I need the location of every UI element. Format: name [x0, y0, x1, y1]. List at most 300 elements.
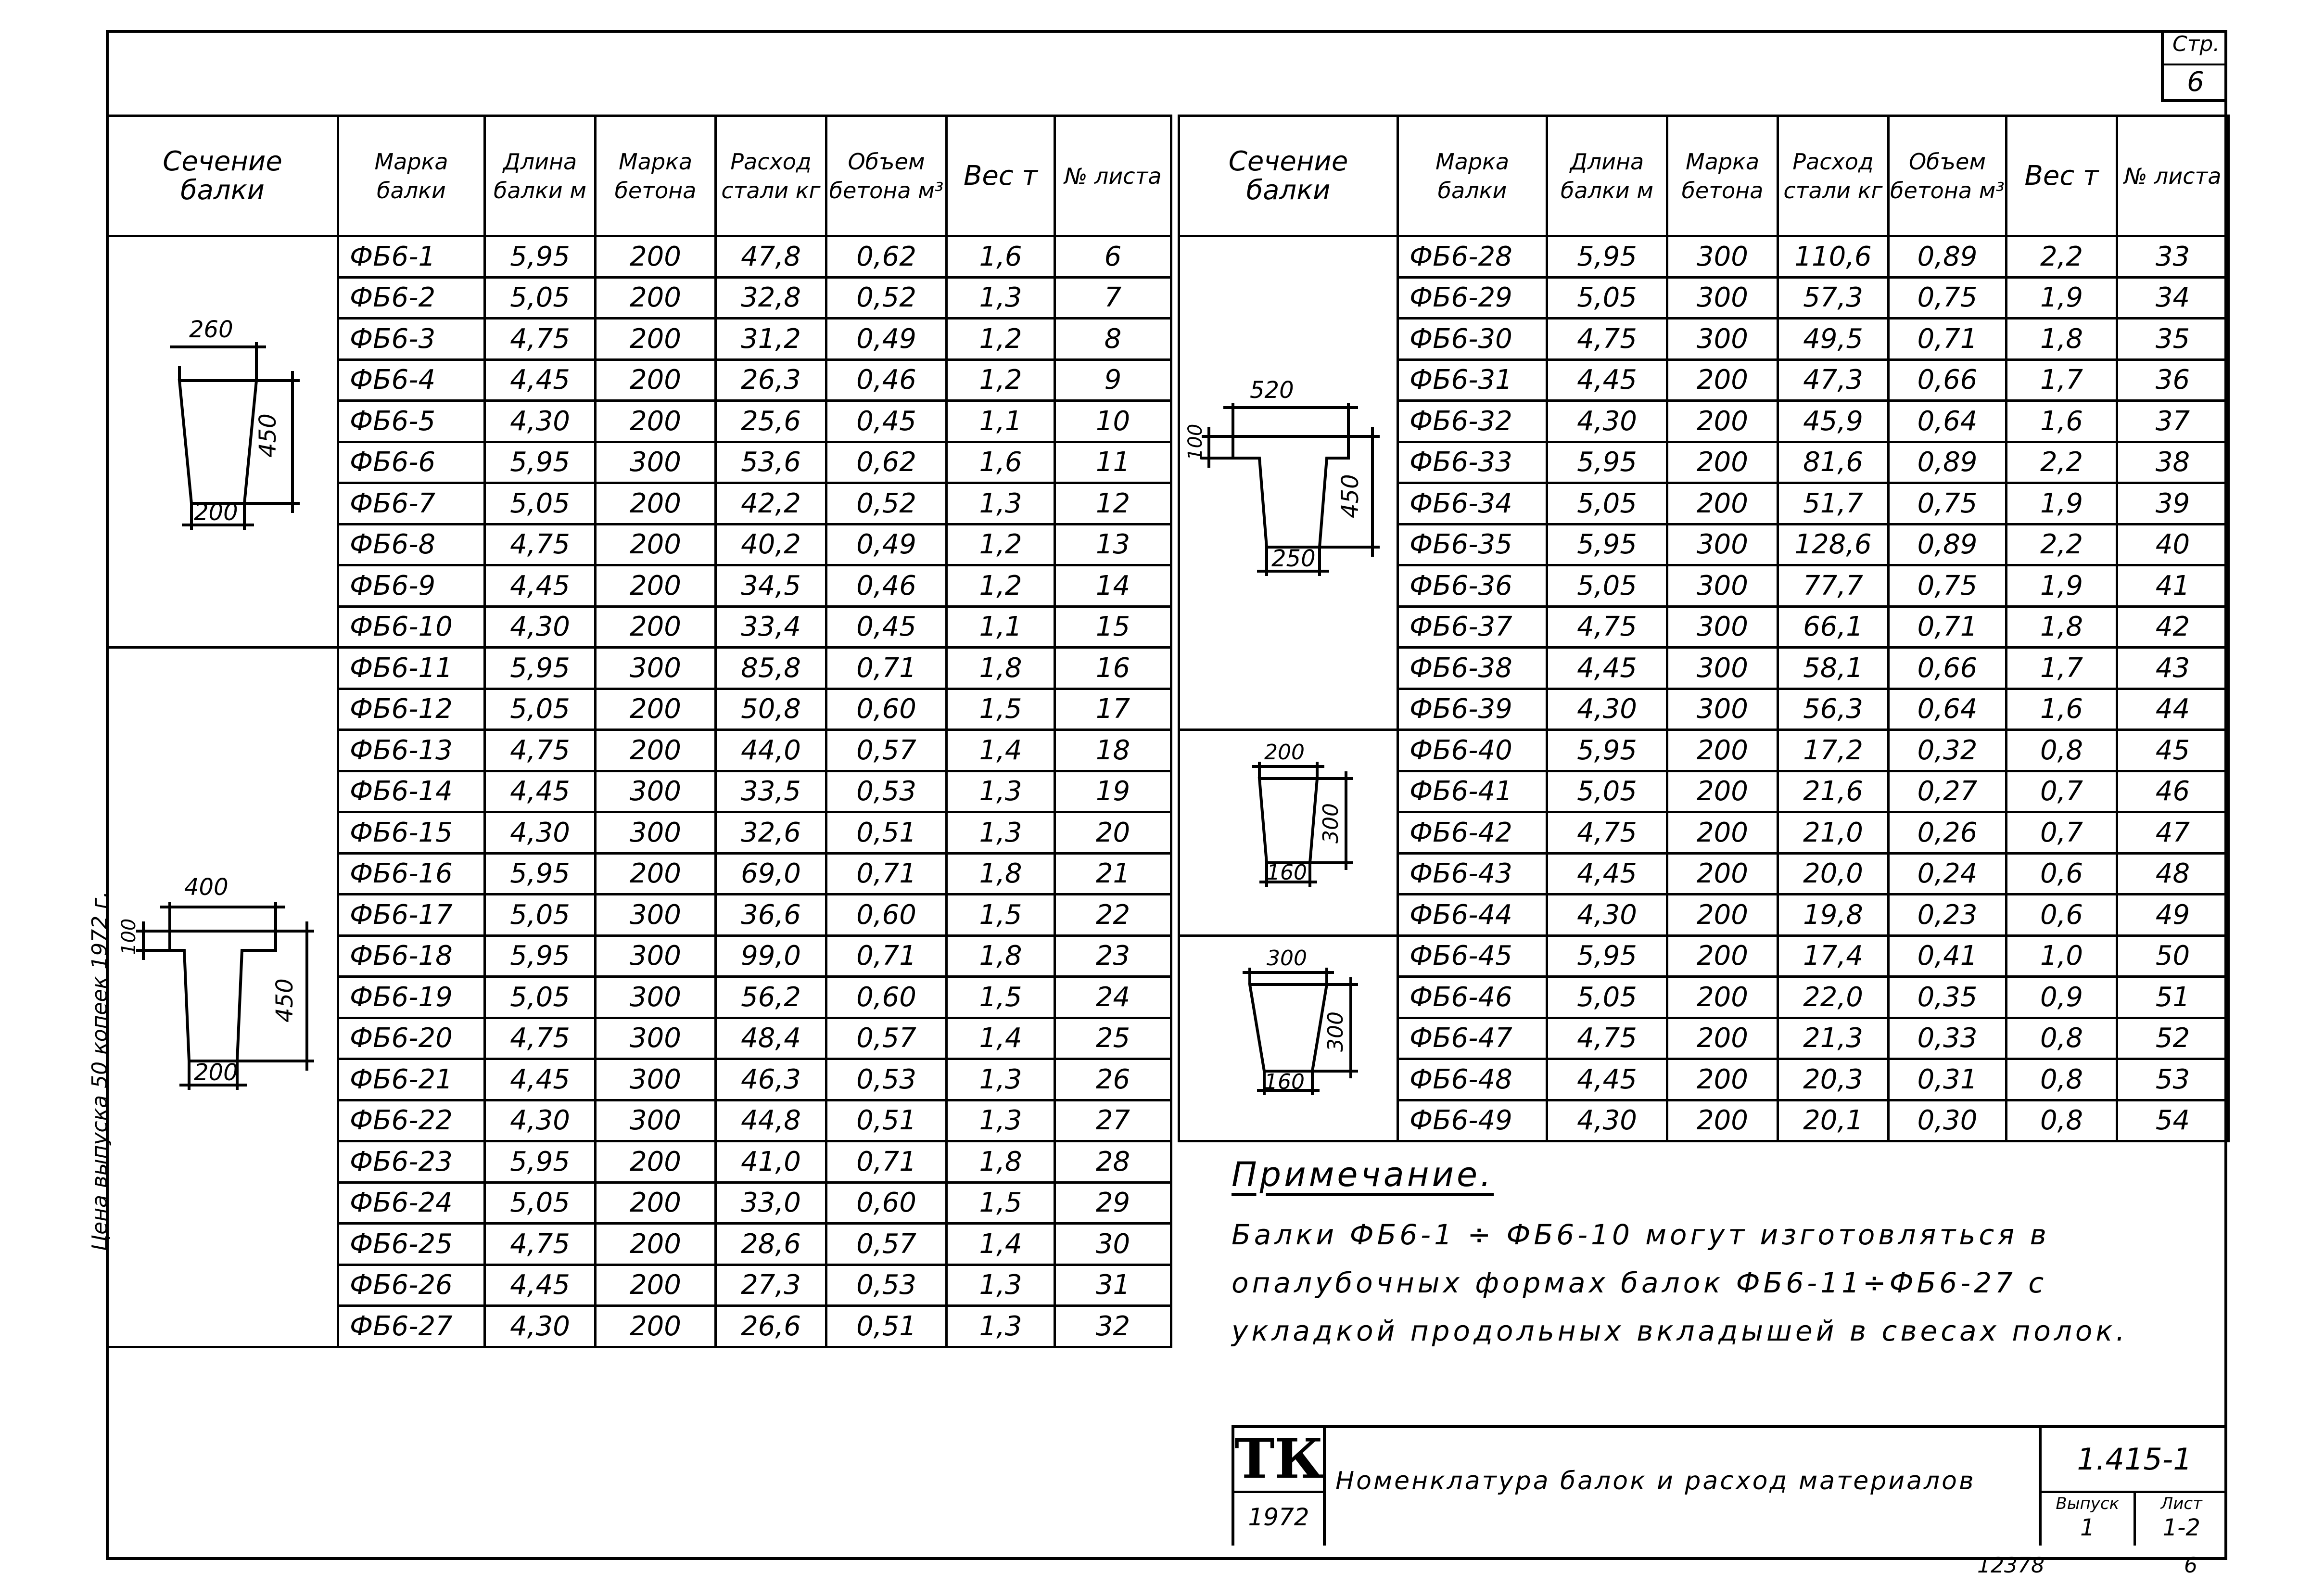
col-header-concrete-volume: Объем бетона м³	[826, 116, 947, 236]
concrete-grade: 300	[596, 935, 716, 977]
steel-consumption: 32,6	[716, 812, 826, 854]
note-block	[1232, 1155, 2222, 1355]
section-drawing-cell	[1179, 236, 1398, 730]
concrete-volume: 0,60	[826, 895, 947, 936]
concrete-volume: 0,71	[1889, 606, 2007, 648]
concrete-volume: 0,49	[826, 319, 947, 360]
steel-consumption: 34,5	[716, 565, 826, 607]
concrete-grade: 300	[596, 1018, 716, 1059]
beam-weight: 1,9	[2007, 565, 2117, 607]
concrete-volume: 0,60	[826, 1182, 947, 1224]
dim-flange: 100	[117, 918, 140, 956]
sheet-number: 40	[2117, 524, 2229, 565]
concrete-volume: 0,52	[826, 277, 947, 319]
section-trapezoid-300	[1209, 948, 1368, 1122]
beam-mark: ФБ6-15	[338, 812, 485, 854]
section-trapezoid-260	[117, 313, 329, 563]
note-title: Примечание.	[1232, 1155, 1494, 1194]
beam-length: 5,05	[1547, 483, 1667, 524]
beam-weight: 0,9	[2007, 977, 2117, 1018]
sheet-number: 49	[2117, 895, 2229, 936]
concrete-volume: 0,51	[826, 1306, 947, 1347]
beam-weight: 0,8	[2007, 730, 2117, 771]
sheet-number: 42	[2117, 606, 2229, 648]
col-header-steel: Расход стали кг	[1778, 116, 1889, 236]
beam-length: 4,30	[485, 812, 596, 854]
concrete-grade: 200	[596, 359, 716, 401]
beam-mark: ФБ6-30	[1398, 319, 1547, 360]
concrete-volume: 0,66	[1889, 648, 2007, 689]
concrete-volume: 0,53	[826, 1059, 947, 1100]
sheet-number: 33	[2117, 236, 2229, 278]
beam-mark: ФБ6-45	[1398, 935, 1547, 977]
dim-height: 300	[1319, 803, 1343, 844]
concrete-grade: 200	[1667, 895, 1778, 936]
beam-mark: ФБ6-22	[338, 1100, 485, 1141]
concrete-grade: 200	[1667, 853, 1778, 895]
steel-consumption: 17,2	[1778, 730, 1889, 771]
concrete-volume: 0,75	[1889, 277, 2007, 319]
section-t-400	[117, 849, 329, 1138]
concrete-volume: 0,71	[1889, 319, 2007, 360]
section-drawing-cell	[1179, 730, 1398, 936]
concrete-grade: 200	[596, 401, 716, 442]
steel-consumption: 21,0	[1778, 812, 1889, 854]
beam-length: 4,30	[1547, 1100, 1667, 1141]
table-row	[107, 648, 1171, 689]
steel-consumption: 66,1	[1778, 606, 1889, 648]
concrete-volume: 0,35	[1889, 977, 2007, 1018]
beam-mark: ФБ6-21	[338, 1059, 485, 1100]
dim-bottom: 160	[1264, 1069, 1305, 1094]
col-header-steel: Расход стали кг	[716, 116, 826, 236]
concrete-volume: 0,23	[1889, 895, 2007, 936]
title-block-code: 1.415-1	[2042, 1428, 2227, 1493]
beam-mark: ФБ6-38	[1398, 648, 1547, 689]
concrete-volume: 0,75	[1889, 483, 2007, 524]
concrete-grade: 300	[596, 771, 716, 812]
concrete-grade: 200	[596, 1224, 716, 1265]
issue-number: 1	[2080, 1514, 2095, 1541]
steel-consumption: 41,0	[716, 1141, 826, 1183]
concrete-volume: 0,89	[1889, 524, 2007, 565]
beam-mark: ФБ6-14	[338, 771, 485, 812]
concrete-grade: 200	[1667, 1018, 1778, 1059]
concrete-volume: 0,64	[1889, 401, 2007, 442]
steel-consumption: 26,6	[716, 1306, 826, 1347]
concrete-volume: 0,60	[826, 689, 947, 730]
beam-weight: 1,0	[2007, 935, 2117, 977]
beam-weight: 1,3	[947, 1059, 1055, 1100]
steel-consumption: 110,6	[1778, 236, 1889, 278]
concrete-grade: 200	[1667, 401, 1778, 442]
beam-length: 4,75	[1547, 606, 1667, 648]
beam-weight: 1,2	[947, 319, 1055, 360]
steel-consumption: 57,3	[1778, 277, 1889, 319]
beam-length: 5,05	[1547, 977, 1667, 1018]
concrete-grade: 200	[596, 1306, 716, 1347]
sheet-number: 36	[2117, 359, 2229, 401]
concrete-volume: 0,64	[1889, 689, 2007, 730]
beam-weight: 0,6	[2007, 853, 2117, 895]
concrete-grade: 200	[596, 483, 716, 524]
beam-weight: 1,8	[947, 935, 1055, 977]
sheet-number: 44	[2117, 689, 2229, 730]
sheet-number: 50	[2117, 935, 2229, 977]
beam-mark: ФБ6-13	[338, 730, 485, 771]
beam-length: 4,75	[485, 1224, 596, 1265]
steel-consumption: 17,4	[1778, 935, 1889, 977]
concrete-volume: 0,71	[826, 935, 947, 977]
section-outline	[170, 931, 276, 1061]
beam-weight: 1,5	[947, 1182, 1055, 1224]
beam-length: 5,95	[485, 853, 596, 895]
beam-mark: ФБ6-12	[338, 689, 485, 730]
sheet-number: 52	[2117, 1018, 2229, 1059]
concrete-grade: 300	[596, 442, 716, 483]
steel-consumption: 28,6	[716, 1224, 826, 1265]
steel-consumption: 53,6	[716, 442, 826, 483]
beam-length: 5,95	[1547, 935, 1667, 977]
concrete-grade: 300	[1667, 236, 1778, 278]
beam-mark: ФБ6-28	[1398, 236, 1547, 278]
beam-weight: 0,8	[2007, 1059, 2117, 1100]
beam-weight: 2,2	[2007, 524, 2117, 565]
dim-height: 450	[271, 978, 298, 1023]
concrete-grade: 300	[1667, 606, 1778, 648]
sheet-number: 20	[1055, 812, 1171, 854]
col-header-mark: Марка балки	[338, 116, 485, 236]
concrete-volume: 0,71	[826, 853, 947, 895]
beam-length: 5,05	[485, 277, 596, 319]
concrete-volume: 0,45	[826, 401, 947, 442]
concrete-volume: 0,26	[1889, 812, 2007, 854]
concrete-grade: 200	[1667, 771, 1778, 812]
dim-bottom: 200	[193, 499, 238, 526]
concrete-volume: 0,52	[826, 483, 947, 524]
steel-consumption: 81,6	[1778, 442, 1889, 483]
steel-consumption: 69,0	[716, 853, 826, 895]
beam-mark: ФБ6-37	[1398, 606, 1547, 648]
beam-mark: ФБ6-34	[1398, 483, 1547, 524]
concrete-volume: 0,46	[826, 565, 947, 607]
section-outline	[1233, 436, 1348, 547]
steel-consumption: 27,3	[716, 1265, 826, 1306]
beam-length: 4,45	[485, 1265, 596, 1306]
concrete-grade: 200	[1667, 483, 1778, 524]
concrete-volume: 0,53	[826, 771, 947, 812]
beam-weight: 1,4	[947, 1018, 1055, 1059]
concrete-grade: 300	[1667, 524, 1778, 565]
beam-length: 4,30	[485, 606, 596, 648]
beam-mark: ФБ6-42	[1398, 812, 1547, 854]
steel-consumption: 56,2	[716, 977, 826, 1018]
beam-weight: 1,3	[947, 277, 1055, 319]
sheet-number: 26	[1055, 1059, 1171, 1100]
concrete-grade: 200	[596, 1141, 716, 1183]
beam-mark: ФБ6-41	[1398, 771, 1547, 812]
concrete-volume: 0,75	[1889, 565, 2007, 607]
beam-weight: 1,3	[947, 1100, 1055, 1141]
concrete-grade: 300	[596, 1100, 716, 1141]
beam-weight: 1,3	[947, 812, 1055, 854]
beam-weight: 0,8	[2007, 1018, 2117, 1059]
concrete-grade: 200	[596, 319, 716, 360]
sheet-number: 19	[1055, 771, 1171, 812]
issue-label: Выпуск	[2056, 1494, 2120, 1513]
concrete-grade: 200	[1667, 359, 1778, 401]
beam-weight: 1,4	[947, 730, 1055, 771]
beam-weight: 1,3	[947, 483, 1055, 524]
sheet-number: 31	[1055, 1265, 1171, 1306]
beam-length: 5,95	[485, 648, 596, 689]
sheet-number: 28	[1055, 1141, 1171, 1183]
dim-flange: 100	[1184, 423, 1206, 460]
steel-consumption: 85,8	[716, 648, 826, 689]
concrete-grade: 300	[1667, 277, 1778, 319]
beam-length: 5,95	[1547, 442, 1667, 483]
concrete-grade: 300	[1667, 689, 1778, 730]
table-row	[1179, 935, 2229, 977]
concrete-volume: 0,41	[1889, 935, 2007, 977]
concrete-grade: 300	[596, 1059, 716, 1100]
concrete-grade: 200	[1667, 1059, 1778, 1100]
col-header-length: Длина балки м	[1547, 116, 1667, 236]
beam-mark: ФБ6-24	[338, 1182, 485, 1224]
beam-weight: 2,2	[2007, 442, 2117, 483]
steel-consumption: 44,0	[716, 730, 826, 771]
concrete-volume: 0,53	[826, 1265, 947, 1306]
col-header-concrete-grade: Марка бетона	[1667, 116, 1778, 236]
beam-weight: 1,8	[947, 853, 1055, 895]
beam-length: 4,75	[485, 730, 596, 771]
steel-consumption: 44,8	[716, 1100, 826, 1141]
beam-mark: ФБ6-29	[1398, 277, 1547, 319]
concrete-grade: 200	[1667, 812, 1778, 854]
beam-length: 5,05	[1547, 565, 1667, 607]
beam-weight: 0,7	[2007, 812, 2117, 854]
beam-length: 4,75	[1547, 1018, 1667, 1059]
beam-mark: ФБ6-11	[338, 648, 485, 689]
beam-weight: 1,6	[947, 442, 1055, 483]
concrete-volume: 0,24	[1889, 853, 2007, 895]
steel-consumption: 31,2	[716, 319, 826, 360]
concrete-volume: 0,49	[826, 524, 947, 565]
beam-mark: ФБ6-2	[338, 277, 485, 319]
beam-length: 5,95	[1547, 524, 1667, 565]
section-trapezoid-200	[1209, 742, 1368, 916]
steel-consumption: 20,1	[1778, 1100, 1889, 1141]
concrete-volume: 0,66	[1889, 359, 2007, 401]
sheet-number: 38	[2117, 442, 2229, 483]
beam-length: 4,75	[485, 524, 596, 565]
sheet-number: 17	[1055, 689, 1171, 730]
beam-length: 5,05	[485, 1182, 596, 1224]
beam-mark: ФБ6-48	[1398, 1059, 1547, 1100]
beam-mark: ФБ6-46	[1398, 977, 1547, 1018]
beam-weight: 1,8	[947, 1141, 1055, 1183]
beam-weight: 1,8	[947, 648, 1055, 689]
beam-weight: 1,3	[947, 1265, 1055, 1306]
sheet-number: 6	[1055, 236, 1171, 278]
beam-mark: ФБ6-23	[338, 1141, 485, 1183]
steel-consumption: 56,3	[1778, 689, 1889, 730]
concrete-grade: 300	[596, 812, 716, 854]
steel-consumption: 21,6	[1778, 771, 1889, 812]
beam-mark: ФБ6-7	[338, 483, 485, 524]
sheet-number: 37	[2117, 401, 2229, 442]
dim-height: 300	[1323, 1011, 1348, 1052]
beam-weight: 1,3	[947, 771, 1055, 812]
col-header-concrete-volume: Объем бетона м³	[1889, 116, 2007, 236]
steel-consumption: 51,7	[1778, 483, 1889, 524]
beam-length: 4,45	[1547, 853, 1667, 895]
beam-length: 5,05	[485, 977, 596, 1018]
sheet-number: 43	[2117, 648, 2229, 689]
beam-length: 4,75	[485, 1018, 596, 1059]
footer-page-number: 6	[2184, 1553, 2197, 1578]
steel-consumption: 49,5	[1778, 319, 1889, 360]
steel-consumption: 36,6	[716, 895, 826, 936]
beam-mark: ФБ6-17	[338, 895, 485, 936]
beam-mark: ФБ6-39	[1398, 689, 1547, 730]
concrete-volume: 0,32	[1889, 730, 2007, 771]
sheet-number: 23	[1055, 935, 1171, 977]
page-corner-number: 6	[2164, 64, 2227, 98]
concrete-volume: 0,30	[1889, 1100, 2007, 1141]
concrete-grade: 200	[596, 606, 716, 648]
beam-mark: ФБ6-3	[338, 319, 485, 360]
note-line: укладкой продольных вкладышей в свесах полок.	[1232, 1315, 2128, 1347]
steel-consumption: 19,8	[1778, 895, 1889, 936]
beam-length: 5,95	[1547, 730, 1667, 771]
concrete-volume: 0,57	[826, 1224, 947, 1265]
beam-weight: 1,6	[2007, 401, 2117, 442]
beam-length: 5,05	[485, 895, 596, 936]
concrete-grade: 200	[596, 277, 716, 319]
beam-weight: 0,7	[2007, 771, 2117, 812]
sheet-number: 18	[1055, 730, 1171, 771]
beam-mark: ФБ6-25	[338, 1224, 485, 1265]
side-price-stamp: Цена выпуска 50 копеек 1972 г.	[88, 891, 112, 1251]
steel-consumption: 47,8	[716, 236, 826, 278]
sheet-number: 48	[2117, 853, 2229, 895]
left-table	[106, 115, 1172, 1348]
beam-weight: 1,1	[947, 606, 1055, 648]
beam-mark: ФБ6-8	[338, 524, 485, 565]
section-drawing-cell	[107, 236, 338, 648]
steel-consumption: 22,0	[1778, 977, 1889, 1018]
concrete-grade: 300	[596, 895, 716, 936]
concrete-volume: 0,51	[826, 812, 947, 854]
beam-weight: 1,8	[2007, 319, 2117, 360]
beam-length: 4,30	[485, 401, 596, 442]
sheet-number: 41	[2117, 565, 2229, 607]
concrete-volume: 0,46	[826, 359, 947, 401]
beam-mark: ФБ6-31	[1398, 359, 1547, 401]
steel-consumption: 21,3	[1778, 1018, 1889, 1059]
title-block-logo-cell	[1234, 1428, 1326, 1546]
section-drawing-cell	[107, 648, 338, 1347]
concrete-volume: 0,62	[826, 442, 947, 483]
concrete-grade: 200	[596, 1182, 716, 1224]
sheet-number: 7	[1055, 277, 1171, 319]
concrete-grade: 200	[1667, 1100, 1778, 1141]
beam-length: 4,30	[485, 1100, 596, 1141]
beam-weight: 1,2	[947, 359, 1055, 401]
sheet-number: 12	[1055, 483, 1171, 524]
beam-mark: ФБ6-19	[338, 977, 485, 1018]
dim-height: 450	[254, 413, 281, 458]
sheet-number: 13	[1055, 524, 1171, 565]
concrete-grade: 300	[1667, 648, 1778, 689]
steel-consumption: 20,3	[1778, 1059, 1889, 1100]
table-row	[107, 236, 1171, 278]
sheet-number: 24	[1055, 977, 1171, 1018]
beam-mark: ФБ6-32	[1398, 401, 1547, 442]
concrete-grade: 200	[596, 236, 716, 278]
sheet-number: 25	[1055, 1018, 1171, 1059]
steel-consumption: 50,8	[716, 689, 826, 730]
dim-top: 520	[1250, 376, 1294, 404]
beam-mark: ФБ6-5	[338, 401, 485, 442]
concrete-volume: 0,71	[826, 648, 947, 689]
beam-weight: 1,2	[947, 524, 1055, 565]
sheet-number: 51	[2117, 977, 2229, 1018]
beam-weight: 1,8	[2007, 606, 2117, 648]
beam-mark: ФБ6-49	[1398, 1100, 1547, 1141]
concrete-volume: 0,60	[826, 977, 947, 1018]
page-corner-label: Стр.	[2172, 32, 2220, 56]
beam-weight: 0,8	[2007, 1100, 2117, 1141]
steel-consumption: 48,4	[716, 1018, 826, 1059]
sheet-number: 11	[1055, 442, 1171, 483]
beam-mark: ФБ6-43	[1398, 853, 1547, 895]
dim-top: 260	[189, 316, 233, 343]
concrete-grade: 200	[1667, 730, 1778, 771]
dim-bottom: 160	[1267, 860, 1307, 885]
beam-length: 5,95	[485, 935, 596, 977]
beam-length: 4,45	[1547, 359, 1667, 401]
note-line: Балки ФБ6-1 ÷ ФБ6-10 могут изготовляться в	[1232, 1218, 2050, 1251]
sheet-number: 1-2	[2162, 1514, 2200, 1541]
beam-weight: 1,1	[947, 401, 1055, 442]
beam-weight: 1,9	[2007, 483, 2117, 524]
beam-weight: 1,2	[947, 565, 1055, 607]
beam-mark: ФБ6-20	[338, 1018, 485, 1059]
col-header-sheet: № листа	[1055, 116, 1171, 236]
concrete-grade: 200	[596, 565, 716, 607]
sheet-number: 14	[1055, 565, 1171, 607]
concrete-grade: 200	[596, 524, 716, 565]
beam-weight: 1,5	[947, 895, 1055, 936]
sheet-number: 54	[2117, 1100, 2229, 1141]
beam-length: 5,05	[1547, 277, 1667, 319]
beam-weight: 1,7	[2007, 359, 2117, 401]
beam-weight: 1,9	[2007, 277, 2117, 319]
steel-consumption: 33,4	[716, 606, 826, 648]
beam-weight: 1,5	[947, 689, 1055, 730]
concrete-volume: 0,45	[826, 606, 947, 648]
right-table	[1178, 115, 2230, 1142]
concrete-grade: 200	[596, 689, 716, 730]
steel-consumption: 42,2	[716, 483, 826, 524]
concrete-volume: 0,89	[1889, 236, 2007, 278]
table-row	[1179, 236, 2229, 278]
steel-consumption: 33,0	[716, 1182, 826, 1224]
sheet-number: 22	[1055, 895, 1171, 936]
concrete-volume: 0,27	[1889, 771, 2007, 812]
